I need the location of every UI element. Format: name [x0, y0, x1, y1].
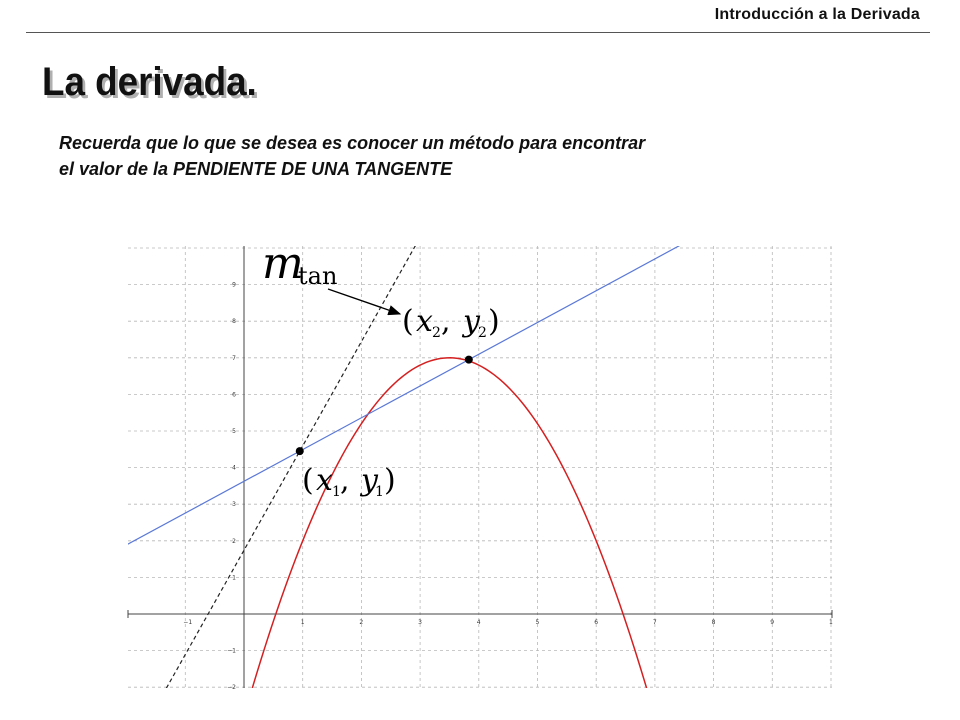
x-tick-label: 7	[652, 619, 657, 626]
svg-text:): )	[384, 463, 396, 498]
point-2-label	[402, 304, 500, 341]
tan-subscript: tan	[298, 262, 338, 290]
tick-labels	[183, 282, 833, 692]
y-tick-label: 1	[232, 574, 236, 582]
x-tick-label: 8	[711, 619, 716, 626]
tangent-line	[115, 133, 479, 720]
subtitle-line-2: el valor de la PENDIENTE DE UNA TANGENTE	[59, 159, 453, 179]
slide-title: La derivada.	[42, 60, 257, 104]
y-tick-label: 5	[232, 428, 236, 435]
svg-text:1: 1	[375, 484, 384, 500]
x-tick-label: 4	[476, 619, 481, 626]
y-tick-label: 3	[232, 501, 236, 509]
svg-text:x: x	[416, 304, 433, 339]
y-tick-label: 6	[232, 391, 236, 399]
x-tick-label: 2	[359, 619, 364, 626]
y-tick-label: −2	[227, 684, 236, 692]
secant-line	[115, 243, 684, 551]
point-1-label	[302, 463, 396, 500]
x-tick-label: 3	[418, 619, 422, 626]
pointer-arrow	[328, 289, 400, 314]
y-tick-label: 8	[232, 318, 236, 326]
x-tick-label: 6	[594, 619, 599, 626]
svg-text:(: (	[302, 463, 314, 498]
svg-text:,: ,	[441, 304, 451, 339]
y-tick-label: 4	[232, 464, 236, 472]
subtitle-line-1: Recuerda que lo que se desea es conocer un método para encontrar	[59, 133, 646, 153]
svg-text:2: 2	[478, 325, 487, 341]
y-tick-label: 7	[232, 354, 236, 362]
svg-text:,: ,	[340, 463, 350, 498]
y-tick-label: 9	[232, 281, 236, 289]
svg-text:x: x	[316, 463, 333, 498]
svg-text:y: y	[463, 304, 480, 339]
svg-text:1: 1	[332, 484, 341, 500]
x-tick-label: 9	[770, 619, 775, 626]
x-tick-label: 5	[535, 619, 540, 626]
svg-text:(: (	[402, 304, 414, 339]
m-tan-label	[262, 238, 337, 290]
svg-text:): )	[488, 304, 500, 339]
x-tick-label: 1	[300, 619, 305, 626]
m-symbol: m	[262, 238, 304, 289]
point-1	[296, 447, 304, 455]
y-tick-label: −1	[227, 647, 236, 655]
svg-text:2: 2	[432, 325, 441, 341]
point-2	[465, 356, 473, 364]
header-title: Introducción a la Derivada	[714, 6, 920, 23]
x-tick-label: 1	[829, 619, 833, 626]
svg-text:y: y	[361, 463, 378, 498]
x-tick-label: −1	[183, 619, 193, 626]
y-tick-label: 2	[232, 537, 236, 545]
